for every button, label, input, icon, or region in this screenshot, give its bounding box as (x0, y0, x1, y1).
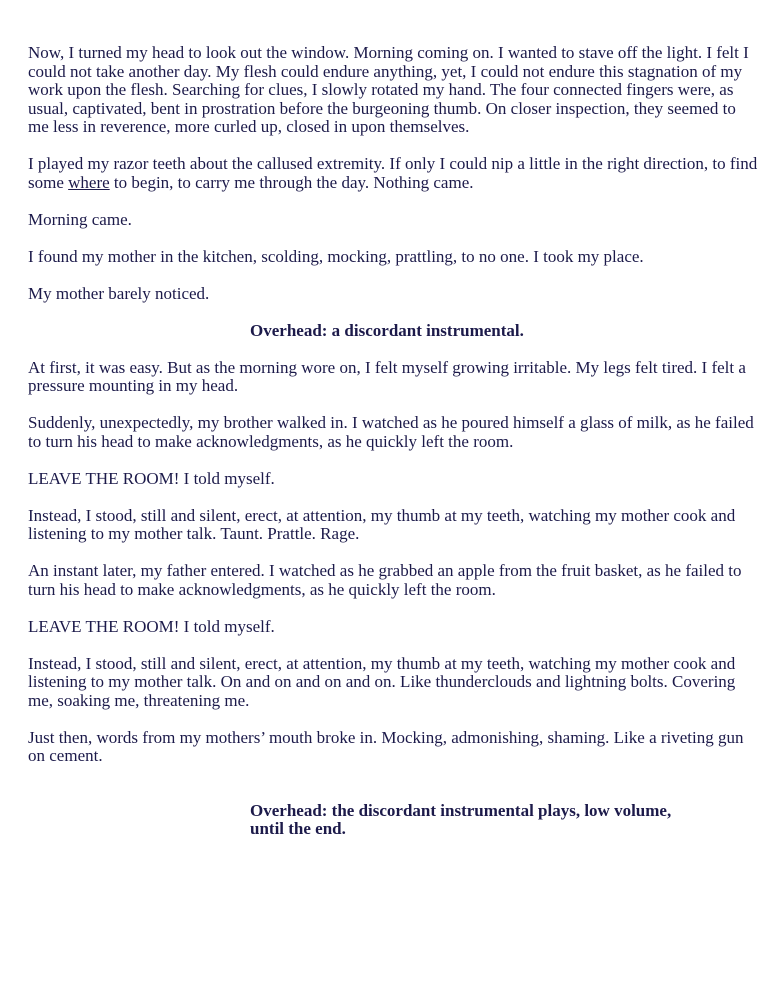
stage-direction-overhead: Overhead: a discordant instrumental. (250, 320, 524, 340)
paragraph-instead-1: Instead, I stood, still and silent, erect, at attention, my thumb at my teeth, watching my mother cook and listening to my mother talk. Taunt. Prattle. Rage. (28, 505, 736, 543)
paragraph-irritable: At first, it was easy. But as the morning wore on, I felt myself growing irritable. My legs felt tired. I felt a pressure mounting in my head. (28, 357, 746, 395)
paragraph-brother: Suddenly, unexpectedly, my brother walked in. I watched as he poured himself a glass of milk, as he failed to turn his head to make acknowledgments, as he quickly left the room. (28, 413, 754, 451)
paragraph-razor-teeth (28, 155, 758, 192)
underlined-word-where: where (68, 172, 110, 192)
paragraph-leave-room-1: LEAVE THE ROOM! I told myself. (28, 468, 275, 488)
paragraph-father: An instant later, my father entered. I watched as he grabbed an apple from the fruit basket, as he failed to turn his head to make acknowledgments, as he quickly left the room. (28, 561, 742, 599)
paragraph-window: Now, I turned my head to look out the window. Morning coming on. I wanted to stave off the light. I felt I could not take another day. My flesh could endure anything, yet, I could not endure this stagnation of my work upon the flesh. Searching for clues, I slowly rotated my hand. The four connected fingers were, as usual, captivated, bent in prostration before the burgeoning thumb. On closer inspection, they seemed to me less in reverence, more curled up, closed in upon themselves. (28, 43, 749, 136)
document-page (28, 44, 758, 857)
paragraph-mother-noticed: My mother barely noticed. (28, 283, 210, 303)
stage-direction-final: Overhead: the discordant instrumental plays, low volume, until the end. (250, 800, 672, 838)
paragraph-razor-teeth-end: to begin, to carry me through the day. Nothing came. (109, 172, 474, 192)
paragraph-mother-words: Just then, words from my mothers’ mouth broke in. Mocking, admonishing, shaming. Like a riveting gun on cement. (28, 727, 744, 765)
paragraph-instead-2: Instead, I stood, still and silent, erect, at attention, my thumb at my teeth, watching my mother cook and listening to my mother talk. On and on and on and on. Like thunderclouds and lightning bolts. Covering me, soaking me, threatening me. (28, 653, 736, 710)
paragraph-kitchen: I found my mother in the kitchen, scolding, mocking, prattling, to no one. I took my place. (28, 246, 644, 266)
paragraph-morning-came: Morning came. (28, 209, 132, 229)
paragraph-leave-room-2: LEAVE THE ROOM! I told myself. (28, 616, 275, 636)
paragraph-razor-teeth-start: I played my razor teeth about the callused extremity. If only I could nip a little in the right direction, to find some (28, 154, 758, 192)
